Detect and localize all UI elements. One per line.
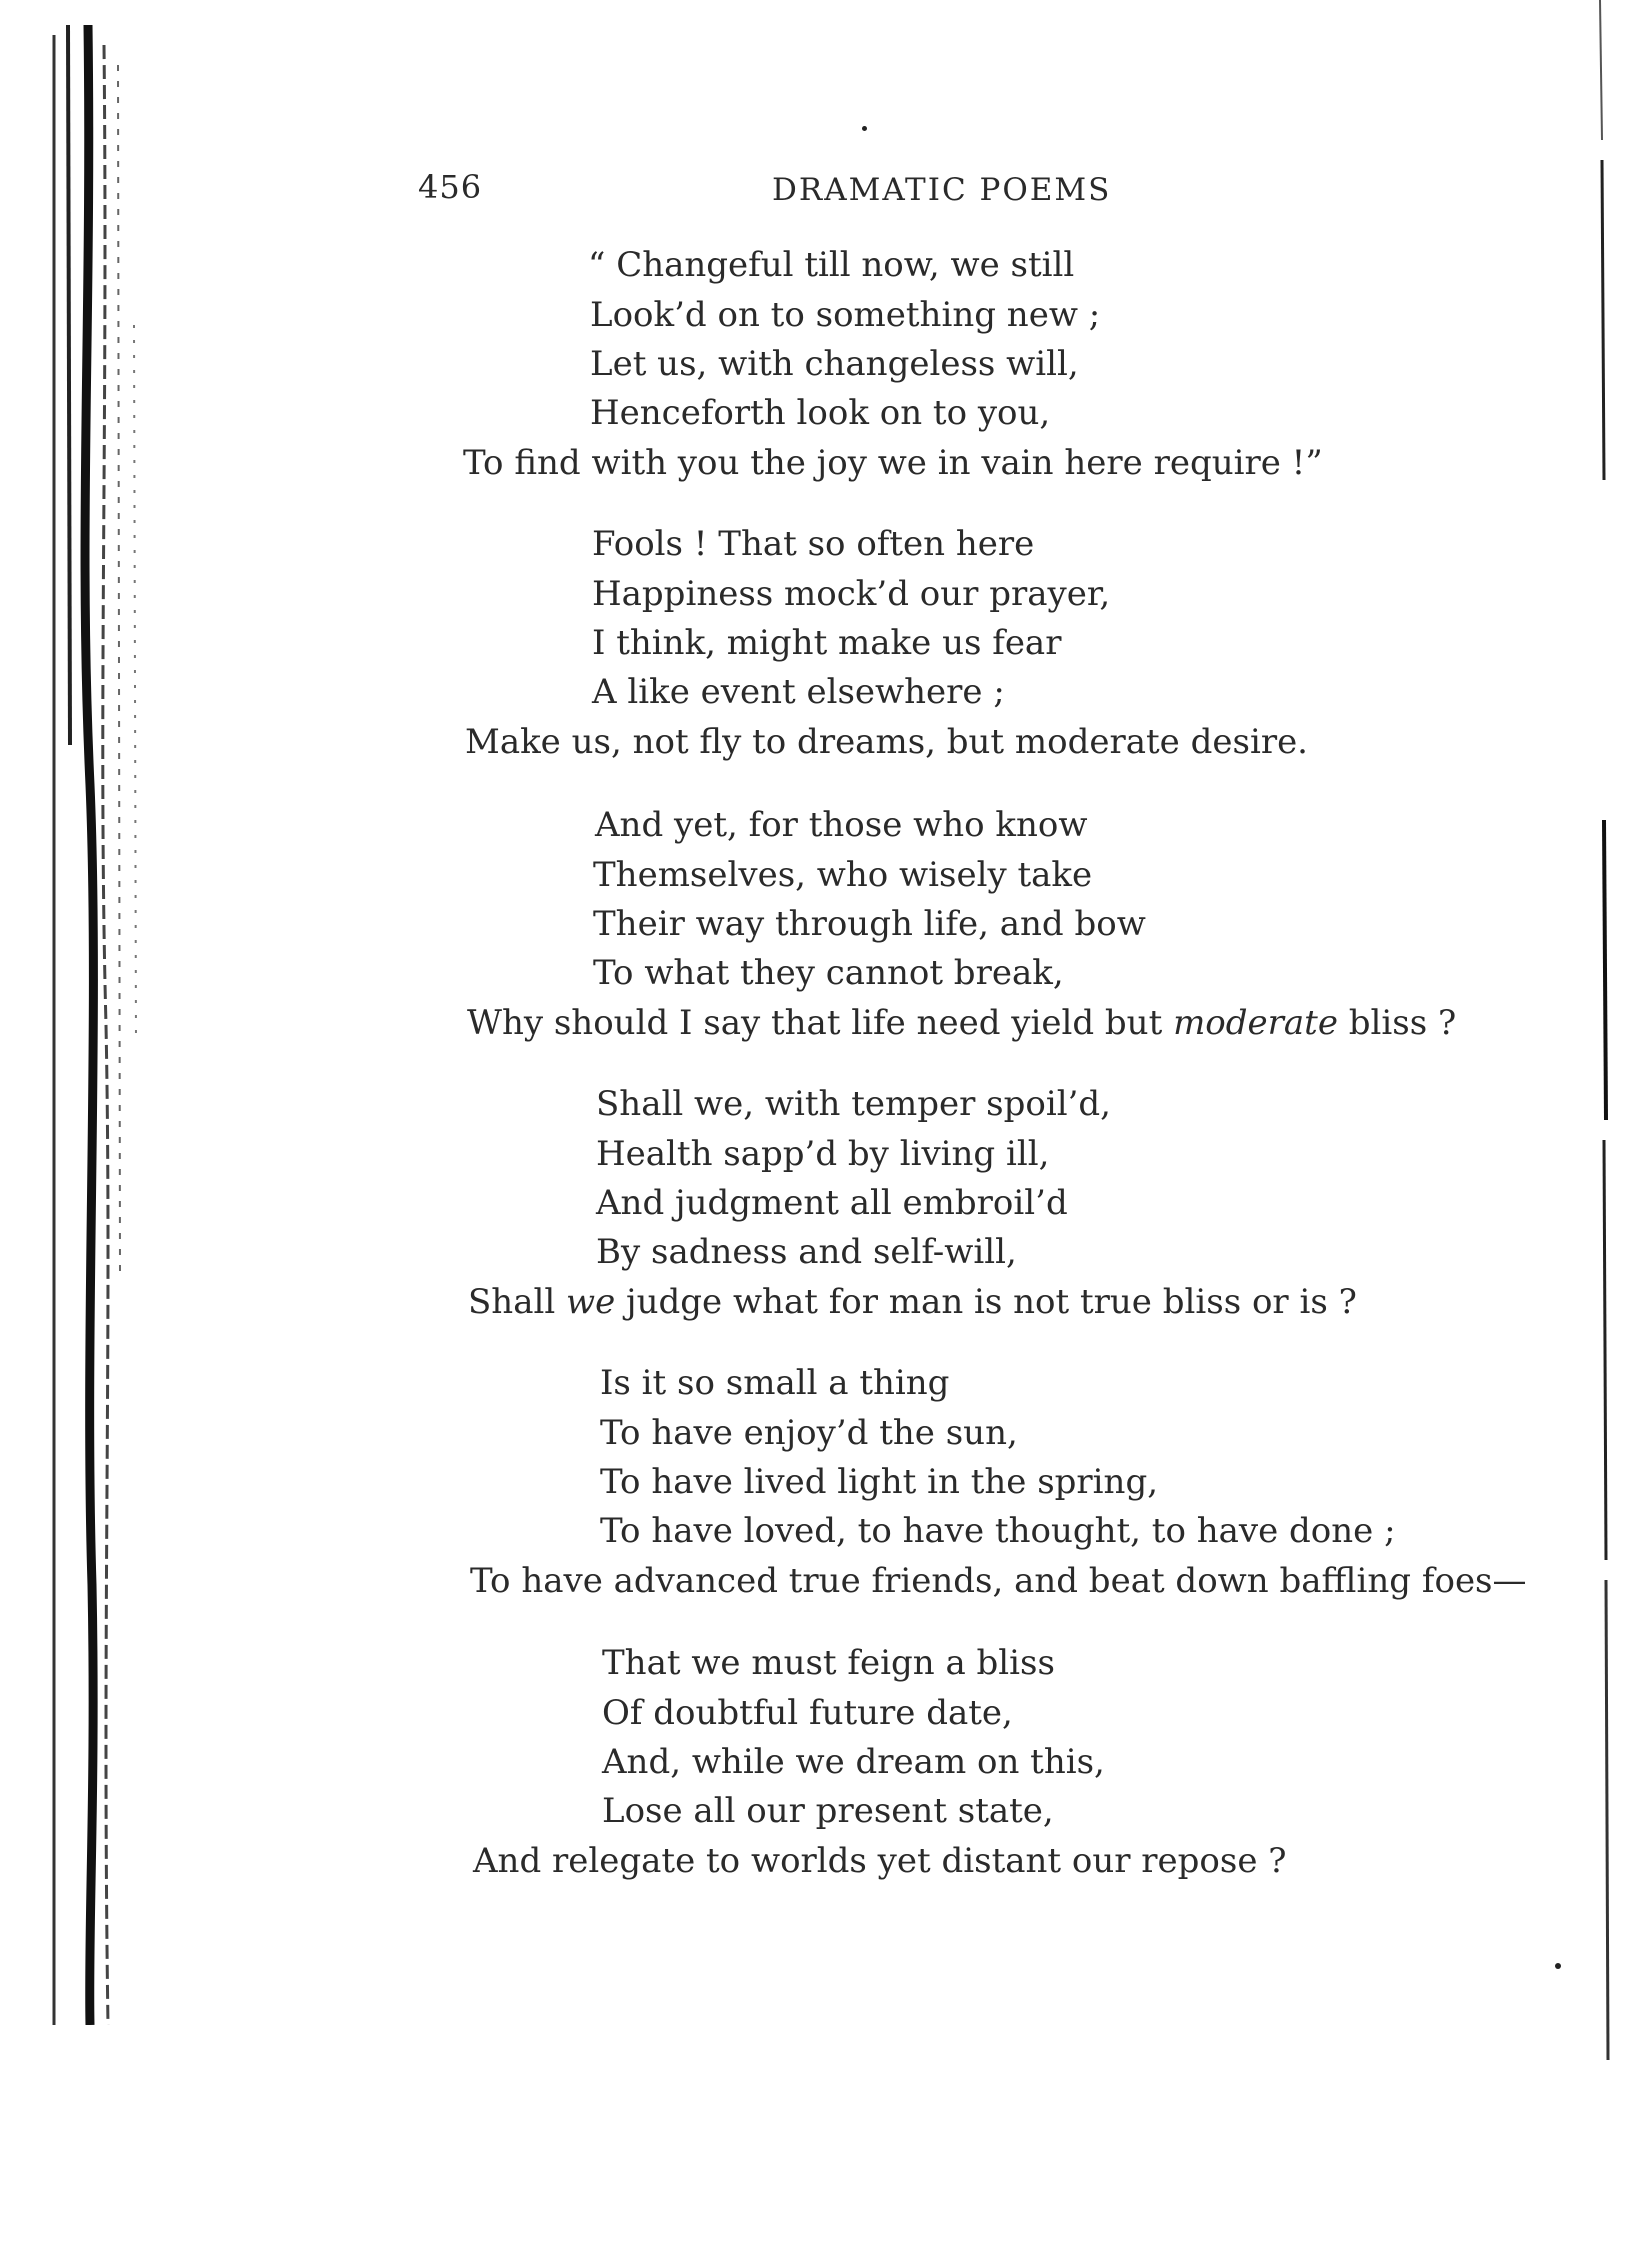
page-number: 456 [418, 168, 483, 206]
verse-line: Fools ! That so often here [592, 524, 1035, 564]
verse-line: Of doubtful future date, [602, 1693, 1013, 1733]
page-title: DRAMATIC POEMS [772, 172, 1112, 208]
verse-line: Henceforth look on to you, [590, 393, 1051, 433]
verse-text: Why should I say that life need yield but [467, 1003, 1174, 1043]
ink-speck [1555, 1963, 1561, 1969]
verse-line: Make us, not fly to dreams, but moderate desire. [465, 722, 1308, 762]
verse-line: By sadness and self-will, [596, 1232, 1017, 1272]
verse-line: Happiness mock’d our prayer, [592, 574, 1111, 614]
verse-line: Look’d on to something new ; [590, 295, 1101, 335]
verse-line: I think, might make us fear [592, 623, 1062, 663]
running-head [0, 168, 1628, 218]
verse-line: And judgment all embroil’d [596, 1183, 1068, 1223]
verse-line: To have advanced true friends, and beat down baffling foes— [470, 1561, 1527, 1601]
verse-text: Shall [468, 1282, 567, 1322]
verse-line: To have enjoy’d the sun, [600, 1413, 1018, 1453]
verse-line: That we must feign a bliss [602, 1643, 1055, 1683]
emphasis: moderate [1173, 1003, 1338, 1043]
verse-line: To have loved, to have thought, to have done ; [600, 1511, 1396, 1551]
emphasis: we [566, 1282, 616, 1322]
verse-line: Health sapp’d by living ill, [596, 1134, 1050, 1174]
verse-line: Themselves, who wisely take [593, 855, 1093, 895]
verse-line [467, 998, 1456, 1048]
verse-line: Lose all our present state, [602, 1791, 1054, 1831]
verse-line [468, 1277, 1357, 1327]
verse-line: And, while we dream on this, [602, 1742, 1105, 1782]
verse-text: judge what for man is not true bliss or is ? [615, 1282, 1357, 1322]
verse-line: And yet, for those who know [595, 805, 1088, 845]
binding-shadow-left [48, 25, 138, 2025]
verse-line: A like event elsewhere ; [592, 672, 1005, 712]
verse-line: Is it so small a thing [600, 1363, 950, 1403]
verse-line: To find with you the joy we in vain here require !” [463, 443, 1323, 483]
verse-line: “ Changeful till now, we still [588, 245, 1075, 285]
verse-line: To have lived light in the spring, [600, 1462, 1159, 1502]
verse-line: To what they cannot break, [593, 953, 1064, 993]
ink-speck [862, 126, 867, 131]
verse-text: bliss ? [1337, 1003, 1457, 1043]
verse-line: Shall we, with temper spoil’d, [596, 1084, 1111, 1124]
binding-shadow-right [1580, 0, 1628, 2060]
verse-line: And relegate to worlds yet distant our repose ? [473, 1841, 1287, 1881]
verse-line: Their way through life, and bow [593, 904, 1146, 944]
verse-line: Let us, with changeless will, [590, 344, 1079, 384]
